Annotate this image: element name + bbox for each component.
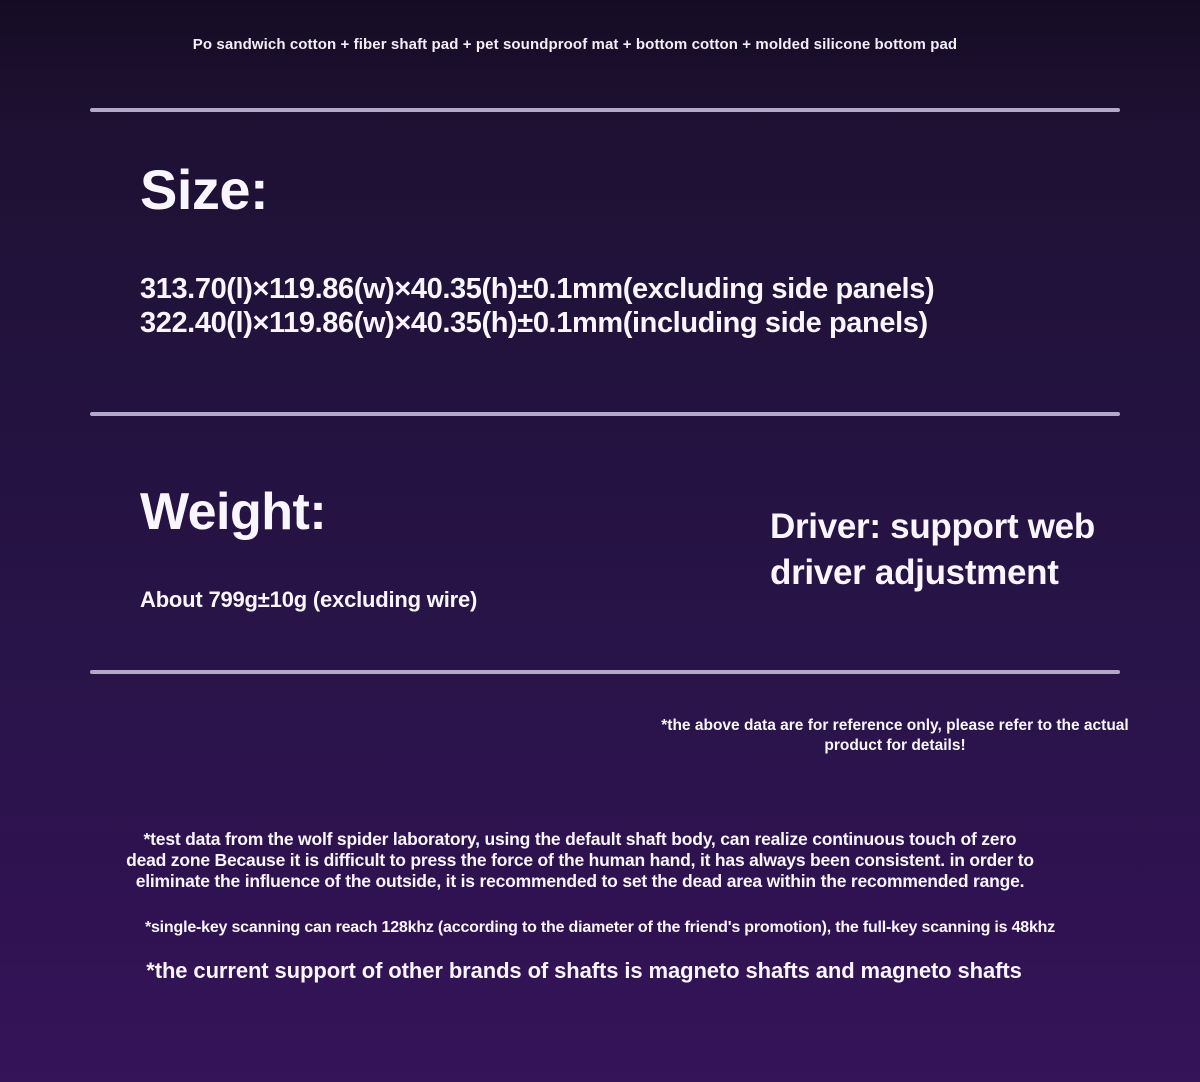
weight-section-title: Weight: <box>140 483 327 541</box>
divider <box>90 670 1120 674</box>
test-data-line-1: *test data from the wolf spider laboratory, using the default shaft body, can realize continuous touch of zero <box>143 829 1017 849</box>
test-data-note <box>126 829 1034 892</box>
divider <box>90 108 1120 112</box>
test-data-line-2: dead zone Because it is difficult to press the force of the human hand, it has always been consistent. in order to <box>126 850 1034 870</box>
driver-support-line-2: driver adjustment <box>770 553 1059 592</box>
weight-value: About 799g±10g (excluding wire) <box>140 587 478 612</box>
test-data-line-3: eliminate the influence of the outside, it is recommended to set the dead area within the recommended range. <box>135 871 1025 891</box>
reference-disclaimer-note <box>661 716 1128 755</box>
materials-caption: Po sandwich cotton + fiber shaft pad + pet soundproof mat + bottom cotton + molded silicone bottom pad <box>192 36 958 53</box>
reference-disclaimer-line-1: *the above data are for reference only, please refer to the actual <box>661 717 1129 734</box>
size-spec-line-including: 322.40(l)×119.86(w)×40.35(h)±0.1mm(including side panels) <box>140 307 928 339</box>
scanning-rate-note: *single-key scanning can reach 128khz (according to the diameter of the friend's promotion), the full-key scanning is 48khz <box>144 919 1056 936</box>
driver-support-note <box>770 504 1095 596</box>
size-spec-line-excluding: 313.70(l)×119.86(w)×40.35(h)±0.1mm(excluding side panels) <box>140 273 935 305</box>
reference-disclaimer-line-2: product for details! <box>824 736 966 754</box>
driver-support-line-1: Driver: support web <box>770 507 1095 546</box>
size-spec-lines <box>140 272 934 340</box>
size-section-title: Size: <box>140 158 269 221</box>
shaft-support-note: *the current support of other brands of shafts is magneto shafts and magneto shafts <box>146 958 1022 983</box>
divider <box>90 412 1120 416</box>
